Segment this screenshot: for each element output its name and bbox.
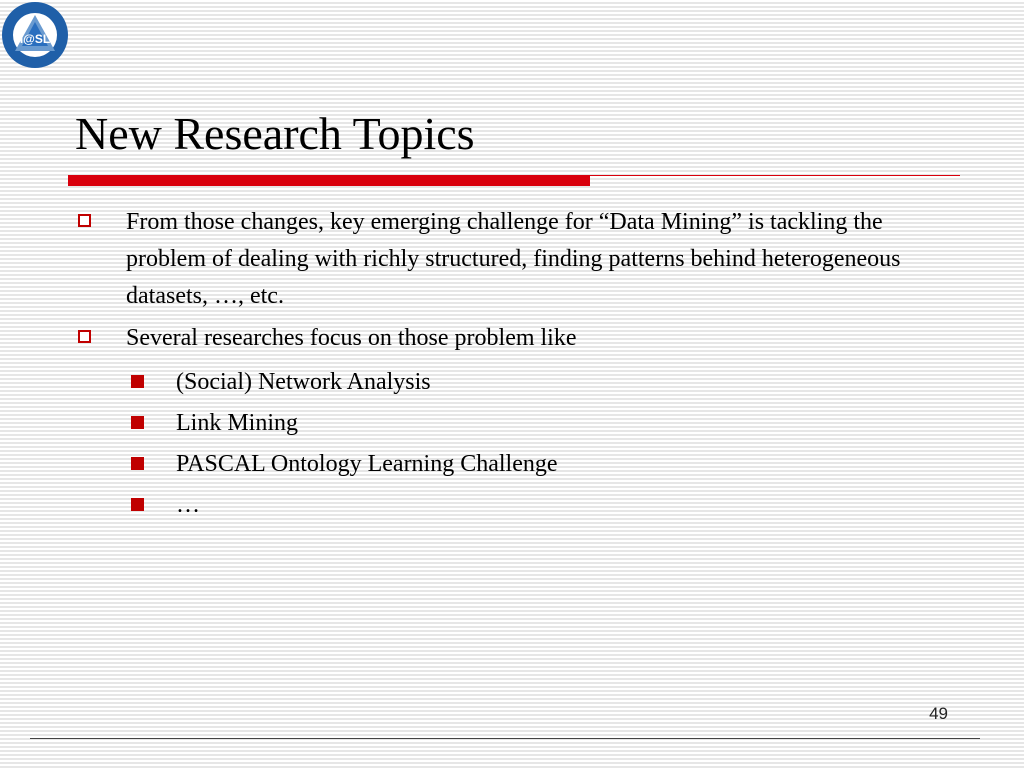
sub-bullet-item — [128, 362, 955, 403]
sub-bullet-text: PASCAL Ontology Learning Challenge — [176, 451, 558, 477]
bullet-item — [75, 320, 955, 357]
filled-square-bullet-icon — [131, 457, 144, 470]
bullet-text: From those changes, key emerging challenge for “Data Mining” is tackling the problem of dealing with richly structured, finding patterns behind heterogeneous datasets, …, etc. — [126, 209, 901, 309]
sub-bullet-item — [128, 485, 955, 526]
sub-bullet-list — [128, 362, 955, 526]
sub-bullet-text: Link Mining — [176, 410, 299, 436]
bullet-text: Several researches focus on those problem like — [126, 325, 577, 351]
slide-content — [75, 204, 955, 526]
sub-bullet-text: … — [176, 492, 200, 518]
sub-bullet-item — [128, 403, 955, 444]
title-underline-thick — [68, 175, 590, 186]
bullet-item — [75, 204, 955, 315]
footer-divider — [30, 738, 980, 739]
hollow-square-bullet-icon — [78, 214, 91, 227]
lab-logo — [0, 0, 70, 70]
sub-bullet-text: (Social) Network Analysis — [176, 369, 431, 395]
hollow-square-bullet-icon — [78, 330, 91, 343]
filled-square-bullet-icon — [131, 375, 144, 388]
filled-square-bullet-icon — [131, 498, 144, 511]
sub-bullet-item — [128, 444, 955, 485]
page-number: 49 — [929, 704, 948, 723]
filled-square-bullet-icon — [131, 416, 144, 429]
slide-title: New Research Topics — [75, 108, 475, 159]
title-underline-thin — [590, 175, 960, 176]
logo-text: I@SL — [19, 32, 51, 46]
